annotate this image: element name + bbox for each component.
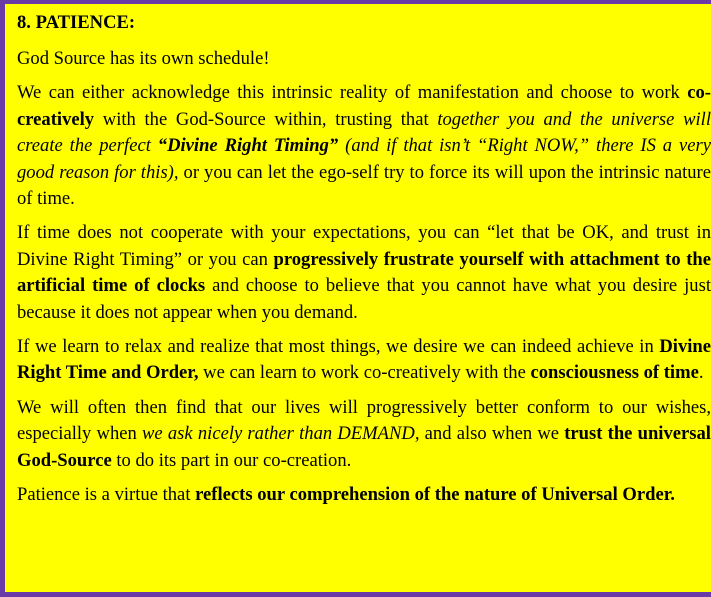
paragraph-co-creative	[17, 80, 711, 212]
bold-phrase: trust the universal God-Source	[17, 423, 711, 471]
bold-phrase: Divine Right Time and Order,	[17, 336, 711, 384]
paragraph-text: God Source has its own schedule!	[17, 48, 270, 69]
text-run: .	[698, 362, 704, 384]
paragraph-wishes	[17, 395, 711, 474]
section-heading: 8. PATIENCE:	[17, 12, 136, 33]
text-run: and also when we	[419, 423, 565, 445]
bold-phrase: progressively frustrate yourself with attachment to the artificial time of clocks	[17, 248, 711, 297]
paragraph-schedule	[17, 46, 711, 72]
text-run: with the God-Source within, trusting that	[94, 108, 438, 130]
text-run: If we learn to relax and realize that most things, we desire we can indeed achieve in	[17, 336, 660, 358]
text-run: we can learn to work co-creatively with the	[198, 362, 531, 384]
bold-phrase: reflects our comprehension of the nature of Universal Order.	[195, 484, 675, 506]
text-run: to do its part in our co-creation.	[111, 449, 352, 471]
text-run: or you can let the ego-self try to force its will upon the intrinsic nature of time.	[17, 161, 711, 210]
paragraph-virtue	[17, 482, 711, 508]
italic-phrase: we ask nicely rather than DEMAND,	[142, 423, 420, 445]
text-run: If time does not cooperate with your expectations, you can “let that be OK, and trust in Divine Right Timing” or you can	[17, 222, 711, 270]
bold-italic-phrase: “Divine Right Timing”	[157, 135, 339, 157]
bold-phrase: consciousness of time	[530, 362, 699, 384]
text-run: Patience is a virtue that	[17, 484, 196, 506]
paragraph-expectations	[17, 220, 711, 326]
italic-phrase: (and if that isn’t “Right NOW,” there IS a very good reason for this),	[17, 135, 711, 183]
bold-phrase: co-creatively	[17, 82, 711, 130]
card-content	[17, 10, 711, 517]
paragraph-relax	[17, 334, 711, 387]
text-run: We will often then find that our lives will progressively better conform to our wishes, especially when	[17, 396, 711, 445]
text-run: We can either acknowledge this intrinsic reality of manifestation and choose to work	[17, 82, 688, 104]
text-run: and choose to believe that you cannot have what you desire just because it does not appear when you demand.	[17, 275, 711, 323]
italic-phrase: together you and the universe will create the perfect	[17, 108, 711, 157]
